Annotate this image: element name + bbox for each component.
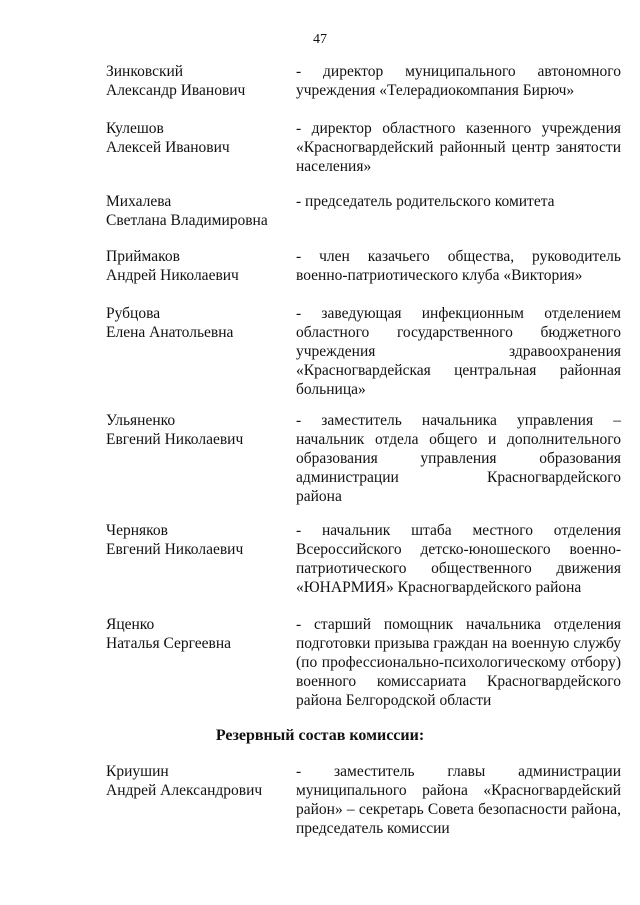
member-first-name: Светлана Владимировна xyxy=(106,212,268,229)
role-line: подготовки призыва граждан на военную службу xyxy=(296,635,621,652)
role-line: учреждения здравоохранения xyxy=(296,343,621,360)
member-first-name: Алексей Иванович xyxy=(106,139,230,156)
role-line: - председатель родительского комитета xyxy=(296,193,555,210)
reserve-section-title: Резервный состав комиссии: xyxy=(215,727,425,744)
page-number: 47 xyxy=(313,32,327,47)
member-role xyxy=(296,304,621,399)
member-first-name: Евгений Николаевич xyxy=(106,431,244,448)
member-role xyxy=(296,521,621,597)
role-line: начальник отдела общего и дополнительного xyxy=(296,431,621,448)
member-name xyxy=(106,304,286,342)
member-first-name: Андрей Николаевич xyxy=(106,267,239,284)
role-line: - старший помощник начальника отделения xyxy=(296,616,621,633)
role-line: муниципального района «Красногвардейский xyxy=(296,782,621,799)
member-last-name: Черняков xyxy=(106,522,168,539)
role-line: (по профессионально-психологическому отбору) xyxy=(296,654,621,671)
member-name xyxy=(106,192,286,230)
role-line: населения» xyxy=(296,158,372,175)
member-last-name: Приймаков xyxy=(106,248,180,265)
member-name xyxy=(106,615,286,653)
member-first-name: Евгений Николаевич xyxy=(106,541,244,558)
member-last-name: Яценко xyxy=(106,616,155,633)
role-line: - заместитель главы администрации xyxy=(296,763,621,780)
role-line: - заместитель начальника управления – xyxy=(296,412,621,429)
role-line: председатель комиссии xyxy=(296,820,450,837)
role-line: областного государственного бюджетного xyxy=(296,324,621,341)
role-line: «ЮНАРМИЯ» Красногвардейского района xyxy=(296,579,582,596)
member-role xyxy=(296,247,621,285)
member-last-name: Кулешов xyxy=(106,120,164,137)
role-line: «Красногвардейский районный центр занятости xyxy=(296,139,621,156)
member-last-name: Ульяненко xyxy=(106,412,176,429)
role-line: - директор областного казенного учреждения xyxy=(296,120,621,137)
member-first-name: Андрей Александрович xyxy=(106,782,263,799)
member-role xyxy=(296,762,621,838)
member-first-name: Наталья Сергеевна xyxy=(106,635,232,652)
role-line: военного комиссариата Красногвардейского xyxy=(296,673,621,690)
member-role xyxy=(296,62,621,100)
member-last-name: Михалева xyxy=(106,193,172,210)
member-first-name: Елена Анатольевна xyxy=(106,324,234,341)
member-last-name: Зинковский xyxy=(106,63,184,80)
role-line: - директор муниципального автономного xyxy=(296,63,621,80)
member-role xyxy=(296,615,621,710)
member-name xyxy=(106,119,286,157)
role-line: «Красногвардейская центральная районная xyxy=(296,362,621,379)
member-name xyxy=(106,521,286,559)
member-role xyxy=(296,119,621,176)
member-name xyxy=(106,762,286,800)
member-name xyxy=(106,62,286,100)
member-name xyxy=(106,411,286,449)
role-line: образования управления образования xyxy=(296,450,621,467)
role-line: администрации Красногвардейского xyxy=(296,469,621,486)
member-name xyxy=(106,247,286,285)
role-line: учреждения «Телерадиокомпания Бирюч» xyxy=(296,82,575,99)
role-line: - член казачьего общества, руководитель xyxy=(296,248,621,265)
role-line: - заведующая инфекционным отделением xyxy=(296,305,621,322)
role-line: Всероссийского детско-юношеского военно- xyxy=(296,541,621,558)
role-line: патриотического общественного движения xyxy=(296,560,621,577)
role-line: больница» xyxy=(296,381,366,398)
role-line: района Белгородской области xyxy=(296,692,492,709)
member-last-name: Рубцова xyxy=(106,305,161,322)
role-line: района xyxy=(296,488,342,505)
member-last-name: Криушин xyxy=(106,763,169,780)
member-role xyxy=(296,192,621,211)
member-role xyxy=(296,411,621,506)
role-line: военно-патриотического клуба «Виктория» xyxy=(296,267,583,284)
role-line: - начальник штаба местного отделения xyxy=(296,522,621,539)
role-line: район» – секретарь Совета безопасности района, xyxy=(296,801,621,818)
member-first-name: Александр Иванович xyxy=(106,82,246,99)
